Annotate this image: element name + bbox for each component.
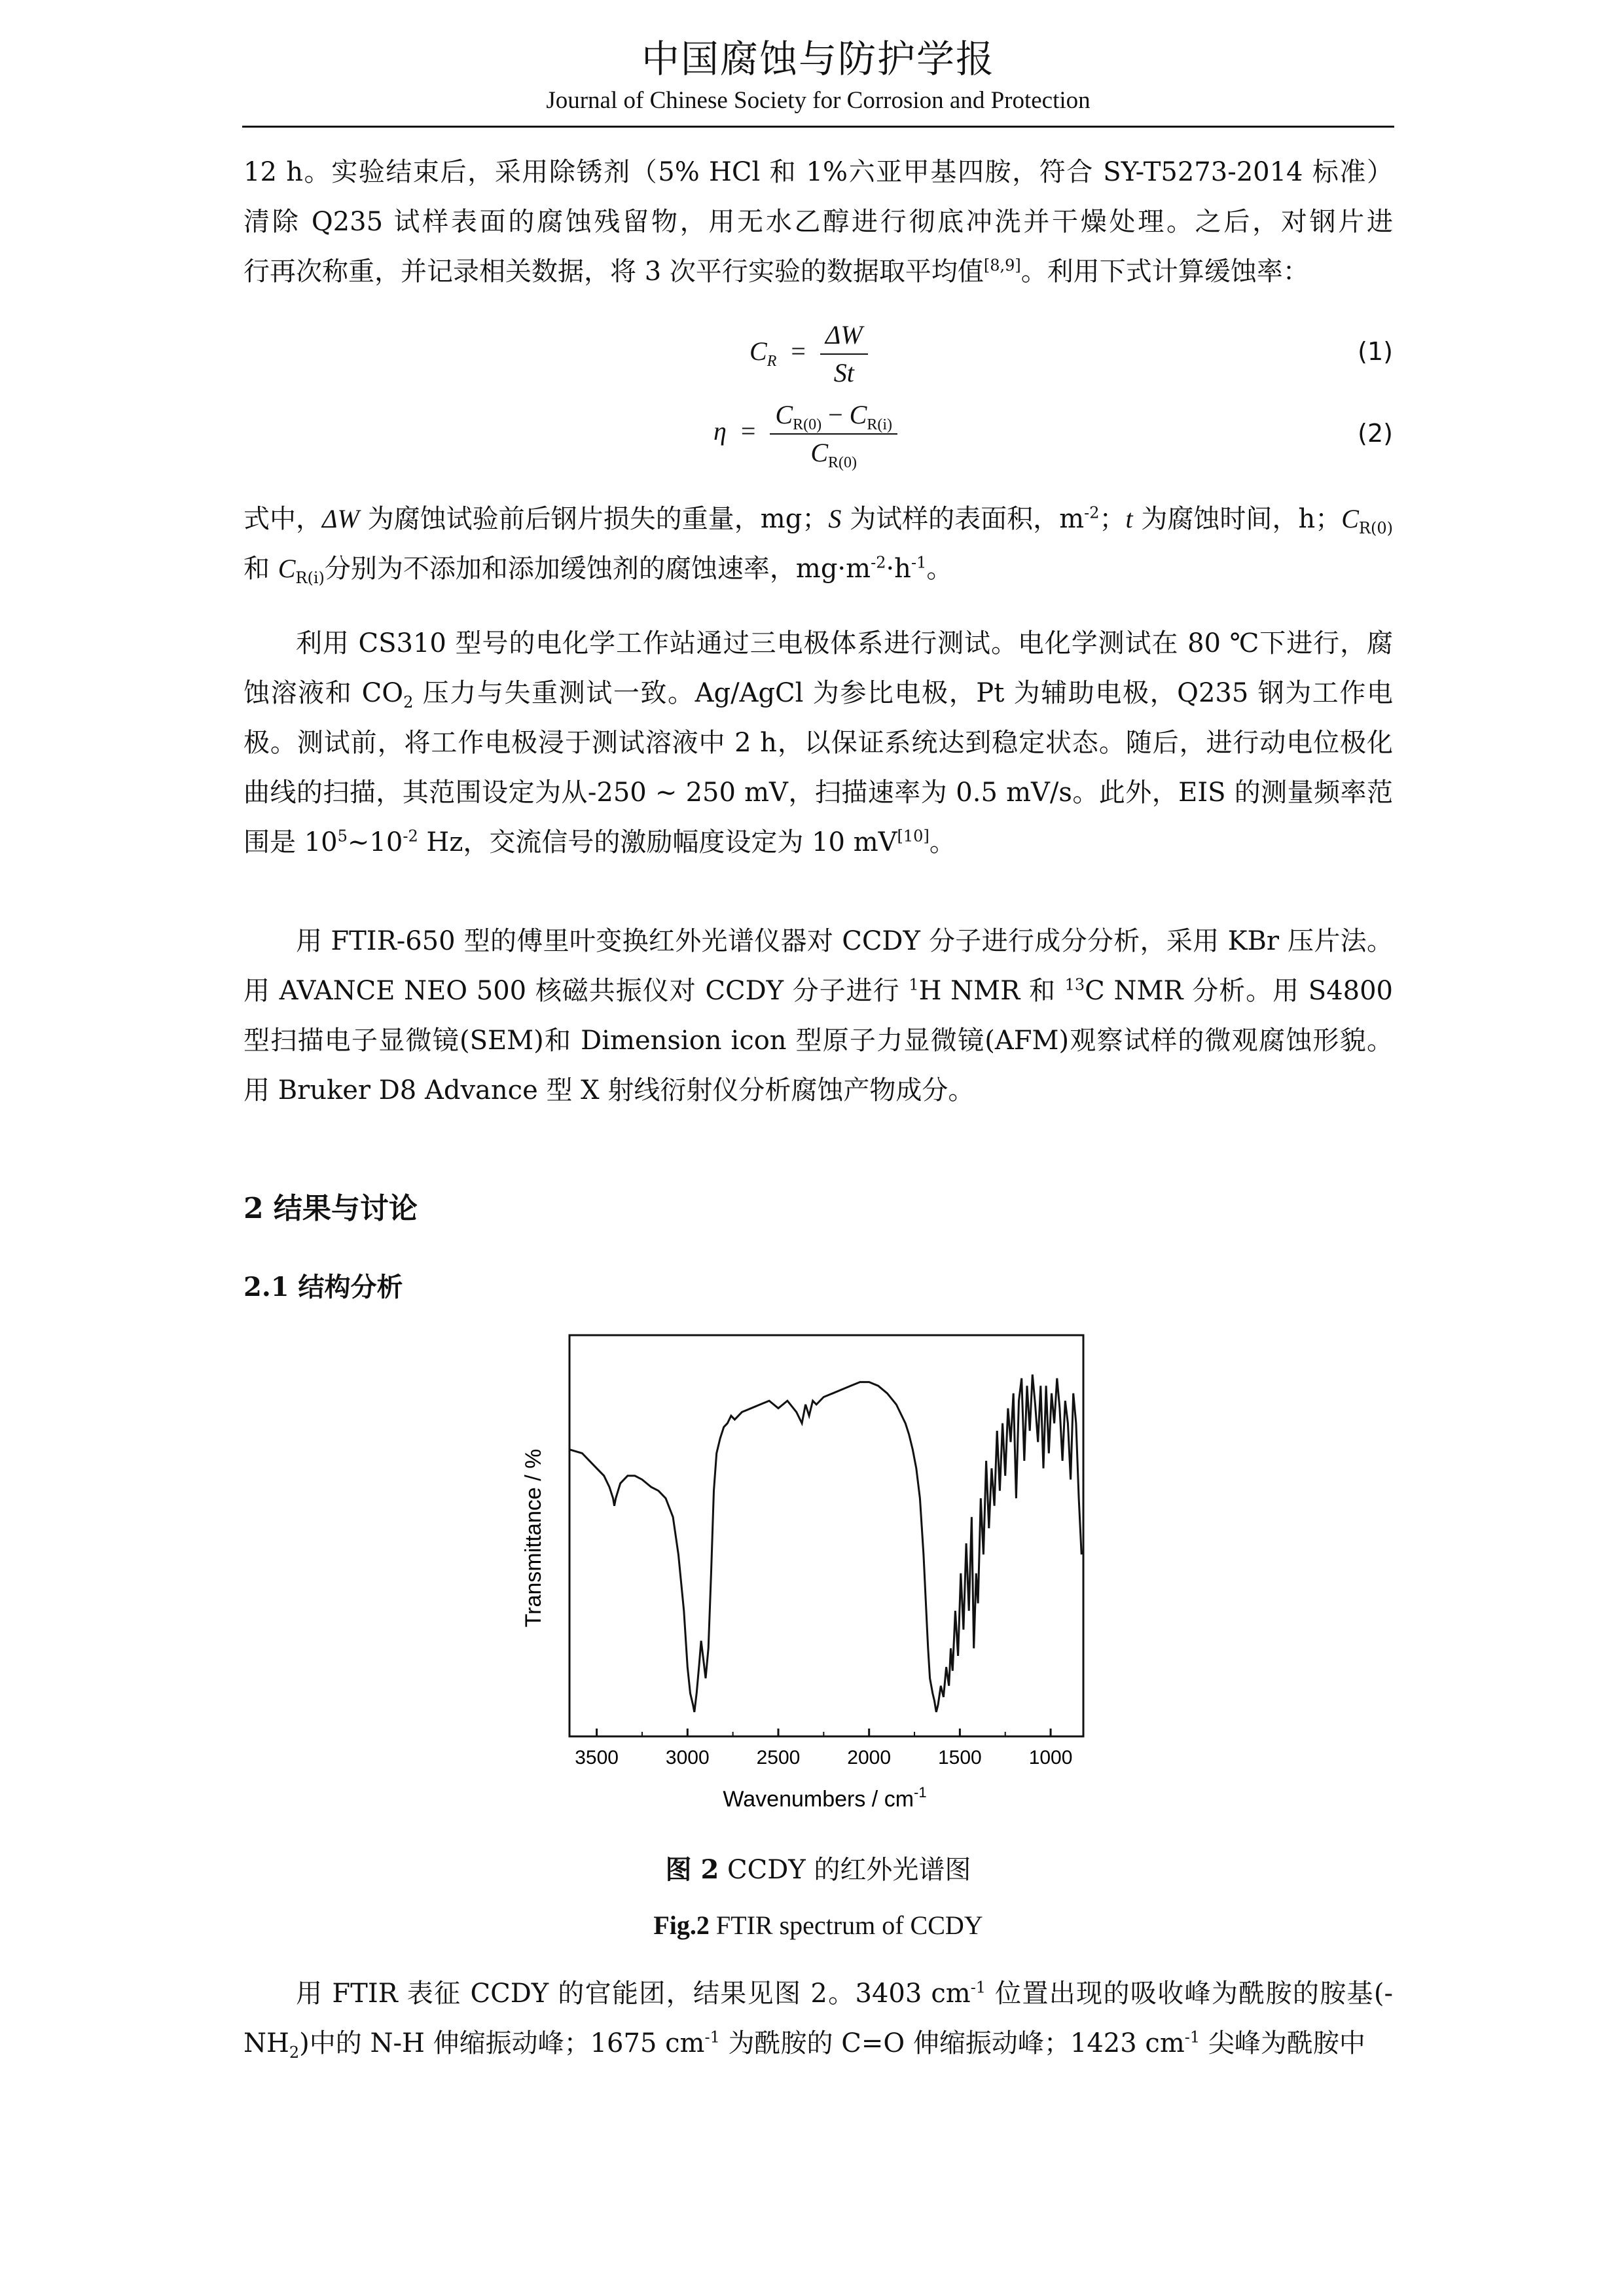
paragraph-electrochem [244, 619, 1393, 867]
para2-cr0-sub: R(0) [1358, 519, 1393, 537]
figure-caption-en-text: FTIR spectrum of CCDY [709, 1910, 983, 1940]
eq1-lhs: C [749, 336, 767, 367]
paragraph-variables [244, 494, 1393, 594]
paragraph-ftir-discussion [244, 1969, 1393, 2068]
para3-d: Hz，交流信号的激励幅度设定为 10 mV [418, 827, 897, 857]
para3-e: 。 [929, 827, 956, 857]
para2-i: ·h [886, 554, 911, 584]
para5-a-sup: -1 [970, 1978, 986, 1997]
para2-b: 为腐蚀试验前后钢片损失的重量，mg； [359, 504, 829, 534]
section-heading-2: 2 结果与讨论 [244, 1192, 418, 1225]
para5-c-sup: -1 [704, 2028, 720, 2047]
equation-2: η = $\frac{C_{R(0)} - C_{R(i)}}{C_{R(0)}}$ [713, 399, 897, 469]
journal-title-cn: 中国腐蚀与防护学报 [641, 37, 995, 81]
eq2-num-b: C [849, 400, 867, 429]
para2-c-sup: -2 [1084, 503, 1100, 522]
eq2-lhs: η [713, 416, 727, 446]
para4-b-sup: 13 [1064, 975, 1085, 994]
para2-f: h； [1298, 504, 1342, 534]
x-tick-label: 1000 [1028, 1747, 1073, 1768]
figure-caption-en [244, 1910, 1393, 1941]
y-axis-label: Transmittance / % [521, 1448, 546, 1628]
para4-c: C NMR 分析。用 S4800 型扫描电子显微镜(SEM)和 Dimension icon 型原子力显微镜(AFM)观察试样的微观腐蚀形貌。用 Bruker D8 Advance 型 X 射线衍射仪分析腐蚀产物成分。 [244, 976, 1393, 1105]
citation-ref: [8,9] [983, 256, 1021, 275]
eq2-minus: − [828, 400, 843, 429]
para2-h: 分别为不添加和添加缓蚀剂的腐蚀速率，mg·m [324, 554, 871, 584]
x-tick-label: 3500 [575, 1747, 619, 1768]
para5-d: 为酰胺的 C=O 伸缩振动峰；1423 cm [719, 2028, 1185, 2058]
para2-c: 为试样的表面积，m [841, 504, 1085, 534]
para5-d-sup: -1 [1184, 2028, 1200, 2047]
header-rule [242, 126, 1394, 128]
para5-c: )中的 N-H 伸缩振动峰；1675 cm [299, 2028, 705, 2058]
para5-a: 用 FTIR 表征 CCDY 的官能团，结果见图 2。3403 cm [296, 1979, 971, 2009]
para2-cr0: C [1341, 504, 1359, 533]
eq2-number-row [244, 419, 1393, 452]
eq2-num-a: C [775, 400, 793, 429]
para5-b: 位置出现的吸收峰为酰胺的胺基(-NH [244, 1979, 1393, 2058]
para2-g: 和 [244, 554, 278, 584]
eq2-num-b-sub: R(i) [867, 416, 893, 433]
figure-caption-en-label: Fig.2 [653, 1910, 710, 1940]
ftir-chart [517, 1316, 1132, 1826]
para3-b: 压力与失重测试一致。Ag/AgCl 为参比电极，Pt 为辅助电极，Q235 钢为工作电极。测试前，将工作电极浸于测试溶液中 2 h，以保证系统达到稳定状态。随后，进行动电位极化曲线的扫描，其范围设定为从-250 ~ 250 mV，扫描速率为 0.5 mV/s。此外，EIS 的测量频率范围是 10 [244, 678, 1393, 857]
eq2-den-sub: R(0) [828, 454, 857, 471]
spectrum-line [569, 1374, 1081, 1712]
figure-caption-cn-label: 图 2 [665, 1854, 719, 1885]
eq1-number-row [244, 337, 1393, 370]
x-tick-label: 3000 [665, 1747, 710, 1768]
figure-caption-cn-text: CCDY 的红外光谱图 [719, 1855, 971, 1885]
x-tick-label: 2000 [847, 1747, 892, 1768]
section-heading-2-1: 2.1 结构分析 [244, 1272, 403, 1302]
eq1-lhs-sub: R [767, 353, 777, 370]
para2-cri-sub: R(i) [295, 569, 325, 587]
para1-line1: 12 h。实验结束后，采用除锈剂（5% HCl 和 1%六亚甲基四胺，符合 SY-T5273-2014 标准） [244, 157, 1393, 187]
para2-s: S [828, 504, 842, 533]
para5-b-sub: 2 [289, 2043, 300, 2062]
eq2-number: (2) [1358, 419, 1393, 448]
x-axis-label [723, 1784, 926, 1812]
eq2-den: C [810, 438, 829, 467]
para1-line2: 清除 Q235 试样表面的腐蚀残留物，用无水乙醇进行彻底冲洗并干燥处理。之后，对钢片进 [244, 207, 1393, 237]
eq1-numerator: ΔW [820, 319, 868, 355]
paragraph-characterization [244, 916, 1393, 1115]
para2-dw: ΔW [322, 504, 359, 533]
para4-b: H NMR 和 [918, 976, 1065, 1006]
x-tick-label: 1500 [938, 1747, 982, 1768]
x-axis-label-text: Wavenumbers / cm [723, 1787, 914, 1812]
eq1-number: (1) [1358, 337, 1393, 366]
para4-a: 用 FTIR-650 型的傅里叶变换红外光谱仪器对 CCDY 分子进行成分分析，采用 KBr 压片法。用 AVANCE NEO 500 核磁共振仪对 CCDY 分子进行 [244, 926, 1393, 1006]
para1-line3-end: 。利用下式计算缓蚀率： [1020, 257, 1309, 287]
para3-c-sup: -2 [403, 827, 418, 846]
eq1-denominator: St [833, 358, 854, 387]
para2-j: 。 [926, 554, 953, 584]
para2-d: ； [1099, 504, 1126, 534]
journal-title-en: Journal of Chinese Society for Corrosion and Protection [546, 87, 1091, 114]
para5-e: 尖峰为酰胺中 [1200, 2028, 1365, 2058]
x-ticks [575, 1729, 1072, 1768]
para3-a: 利用 CS310 型号的电化学工作站通过三电极体系进行测试。电化学测试在 80 ℃下进行，腐蚀溶液和 CO [244, 628, 1393, 708]
eq2-num-a-sub: R(0) [793, 416, 822, 433]
journal-header [242, 33, 1394, 117]
para2-t: t [1125, 504, 1133, 533]
x-axis-label-sup: -1 [914, 1784, 927, 1801]
para3-c: ~10 [347, 827, 403, 857]
para3-b-sup: 5 [337, 827, 348, 846]
x-tick-label: 2500 [756, 1747, 801, 1768]
para2-h-sup: -2 [871, 553, 886, 572]
para2-e: 为腐蚀时间， [1132, 504, 1299, 534]
para2-i-sup: -1 [911, 553, 927, 572]
para4-a-sup: 1 [909, 975, 919, 994]
paragraph-weight-loss [244, 147, 1393, 296]
para2-a: 式中， [244, 504, 323, 534]
para2-cri: C [278, 554, 296, 583]
para3-ref: [10] [897, 827, 929, 846]
figure-caption-cn [244, 1849, 1393, 1886]
para3-a-sub: 2 [403, 693, 414, 711]
para1-line3: 行再次称重，并记录相关数据，将 3 次平行实验的数据取平均值 [244, 257, 984, 287]
equation-1: $C_R$ = $\frac{\Delta W}{St}$ [749, 319, 868, 389]
